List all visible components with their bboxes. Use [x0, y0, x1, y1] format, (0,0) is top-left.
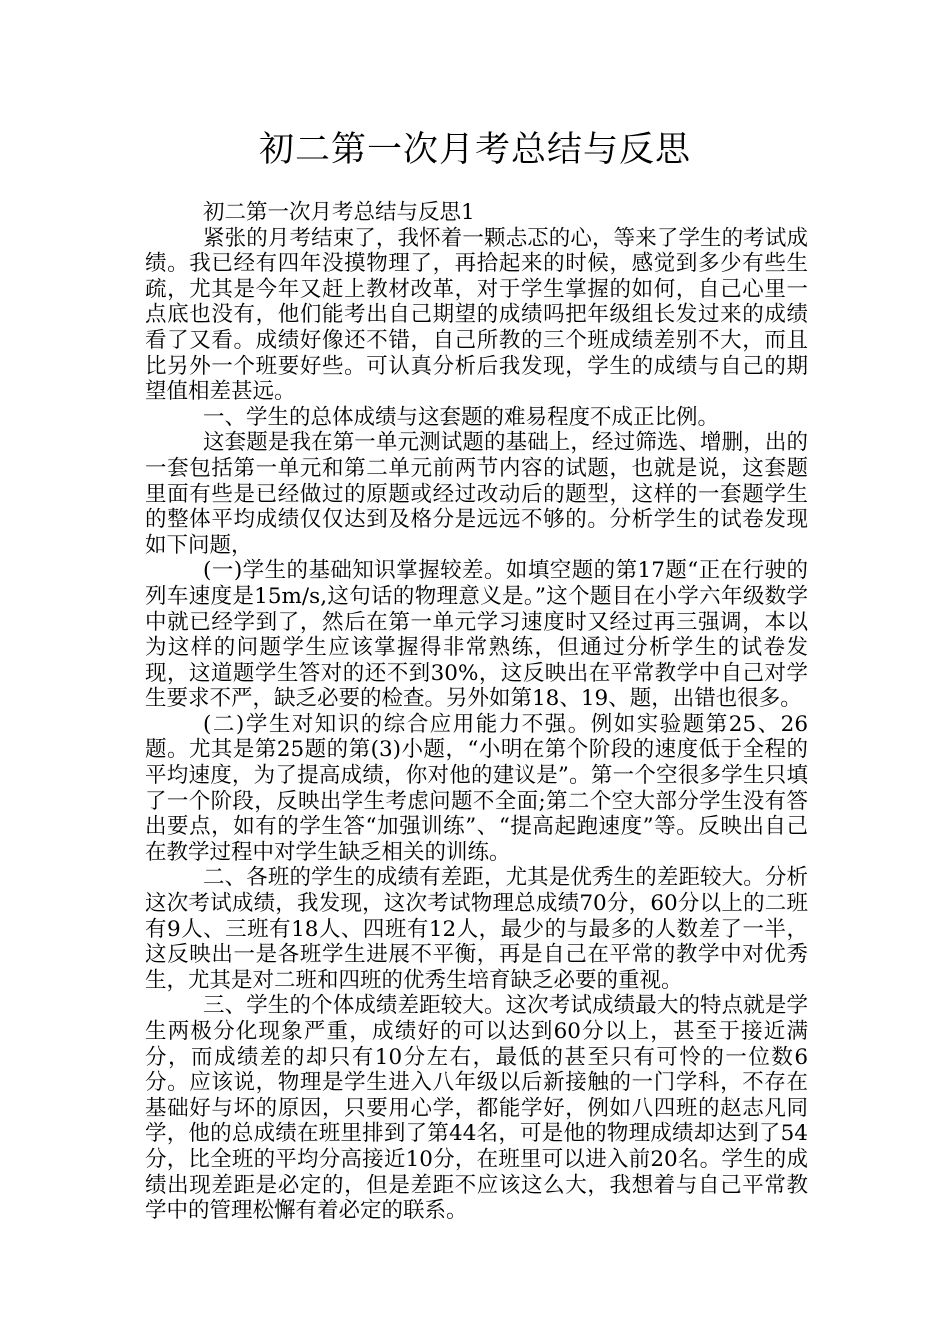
- paragraph-subtitle: 初二第一次月考总结与反思1: [203, 200, 475, 225]
- paragraph-point-1: (一)学生的基础知识掌握较差。如填空题的第17题“正在行驶的列车速度是15m/s,这句话的物理意义是。”这个题目在小学六年级数学中就已经学到了，然后在第一单元学习速度时又经过再三强调，本以为这样的问题学生应该掌握得非常熟练，但通过分析学生的试卷发现，这道题学生答对的还不到30%，这反映出在平常教学中自己对学生要求不严，缺乏必要的检查。另外如第18、19、题，出错也很多。: [145, 558, 808, 712]
- paragraph-section-1-body: 这套题是我在第一单元测试题的基础上，经过筛选、增删，出的一套包括第一单元和第二单元前两节内容的试题，也就是说，这套题里面有些是已经做过的原题或经过改动后的题型，这样的一套题学生的整体平均成绩仅仅达到及格分是远远不够的。分析学生的试卷发现如下问题，: [145, 430, 808, 558]
- paragraph-section-2: 二、各班的学生的成绩有差距，尤其是优秀生的差距较大。分析这次考试成绩，我发现，这次考试物理总成绩70分，60分以上的二班有9人、三班有18人、四班有12人，最少的与最多的人数差了一半，这反映出一是各班学生进展不平衡，再是自己在平常的教学中对优秀生，尤其是对二班和四班的优秀生培育缺乏必要的重视。: [145, 865, 809, 993]
- paragraph-section-1-heading: 一、学生的总体成绩与这套题的难易程度不成正比例。: [203, 404, 720, 430]
- paragraph-intro: 紧张的月考结束了，我怀着一颗忐忑的心，等来了学生的考试成绩。我已经有四年没摸物理了，再拾起来的时候，感觉到多少有些生疏，尤其是今年又赶上教材改革，对于学生掌握的如何，自己心里一点底也没有，他们能考出自己期望的成绩吗把年级组长发过来的成绩看了又看。成绩好像还不错，自己所教的三个班成绩差别不大，而且比另外一个班要好些。可认真分析后我发现，学生的成绩与自己的期望值相差甚远。: [145, 225, 808, 405]
- paragraph-section-3: 三、学生的个体成绩差距较大。这次考试成绩最大的特点就是学生两极分化现象严重，成绩好的可以达到60分以上，甚至于接近满分，而成绩差的却只有10分左右，最低的甚至只有可怜的一位数6分。应该说，物理是学生进入八年级以后新接触的一门学科，不存在基础好与坏的原因，只要用心学，都能学好，例如八四班的赵志凡同学，他的总成绩在班里排到了第44名，可是他的物理成绩却达到了54分，比全班的平均分高接近10分，在班里可以进入前20名。学生的成绩出现差距是必定的，但是差距不应该这么大，我想着与自己平常教学中的管理松懈有着必定的联系。: [145, 993, 809, 1224]
- document-title: 初二第一次月考总结与反思: [258, 130, 691, 170]
- document-body: [145, 200, 808, 1224]
- paragraph-point-2: (二)学生对知识的综合应用能力不强。例如实验题第25、26题。尤其是第25题的第(3)小题，“小明在第个阶段的速度低于全程的平均速度，为了提高成绩，你对他的建议是”。第一个空很多学生只填了一个阶段，反映出学生考虑问题不全面;第二个空大部分学生没有答出要点，如有的学生答“加强训练”、“提高起跑速度”等。反映出自己在教学过程中对学生缺乏相关的训练。: [145, 711, 808, 865]
